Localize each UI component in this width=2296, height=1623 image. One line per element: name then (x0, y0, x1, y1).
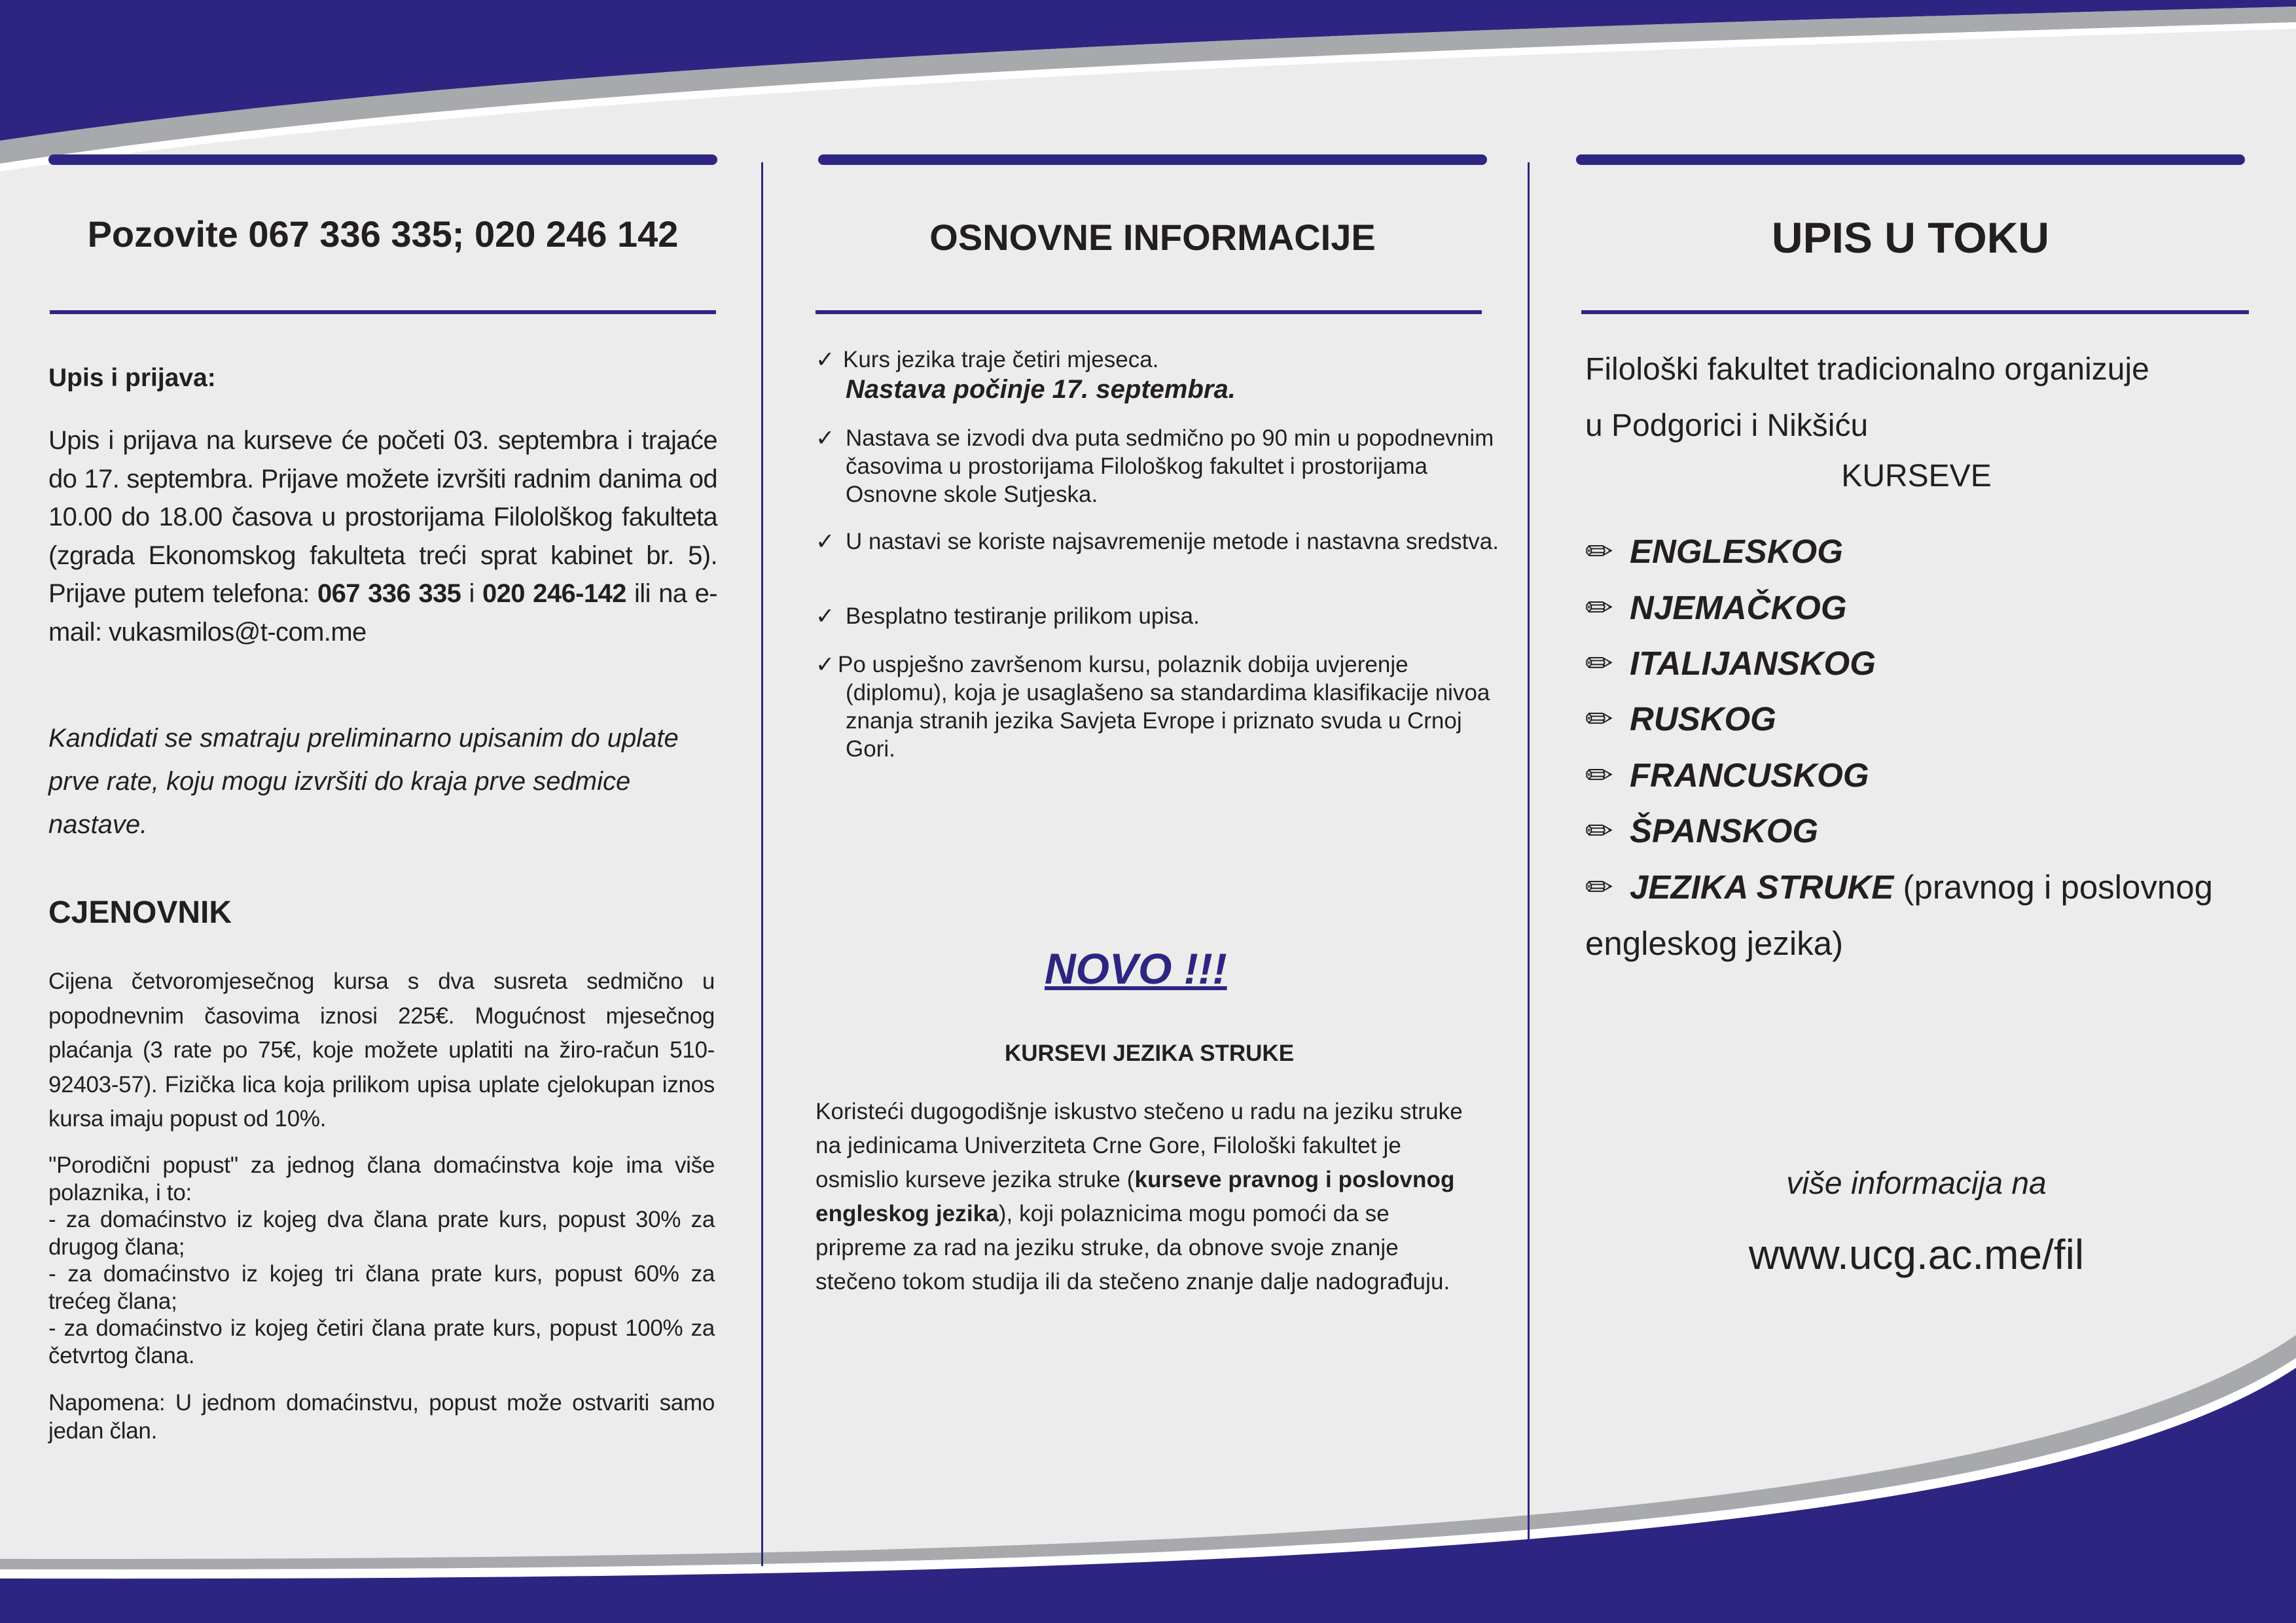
info-item (816, 346, 1483, 405)
upis-text: Upis i prijava na kurseve će početi 03. septembra i trajaće do 17. septembra. Prijave možete izvršiti radnim danima od 10.00 do 18.00 časova u prostorijama Filololškog fakulteta (zgrada Ekonomskog fakulteta treći sprat kabinet br. 5). Prijave putem telefona: (48, 426, 717, 608)
faculty-intro (1585, 342, 2240, 454)
upis-label: Upis i prijava: (48, 364, 216, 392)
pencil-icon: ✏ (1585, 700, 1613, 738)
website-link[interactable]: www.ucg.ac.me/fil (1748, 1231, 2085, 1278)
desc-bold: kurseve pravnog i poslovnog engleskog jezika (816, 1167, 1455, 1226)
language-name: NJEMAČKOG (1630, 589, 1847, 626)
language-item (1585, 691, 2279, 747)
specialized-courses-description (816, 1095, 1483, 1299)
courses-label: KURSEVE (1841, 459, 1992, 493)
info-item (816, 602, 1513, 630)
language-name: ITALIJANSKOG (1630, 645, 1876, 682)
language-item (1585, 803, 2279, 859)
pencil-icon: ✏ (1585, 812, 1613, 849)
info-item-text: Po uspješno završenom kursu, polaznik dobija uvjerenje (diplomu), koja je usaglašeno sa standardima klasifikacije nivoa znanja stranih jezika Savjeta Evrope i priznato svuda u Crnoj Gori. (838, 652, 1490, 762)
check-icon: ✓ (816, 603, 835, 629)
info-item-emphasis: Nastava počinje 17. septembra. (846, 375, 1236, 404)
pencil-icon: ✏ (1585, 533, 1613, 570)
column-divider-1 (761, 162, 763, 1566)
family-discount-line: - za domaćinstvo iz kojeg dva člana prate kurs, popust 30% za drugog člana; (48, 1207, 715, 1260)
upis-phone-2: 020 246-142 (482, 579, 626, 608)
col2-top-bar (818, 154, 1487, 165)
language-name: ENGLESKOG (1630, 533, 1843, 570)
col1-heading-underline (50, 310, 716, 314)
check-icon: ✓ (816, 652, 835, 677)
pencil-icon: ✏ (1585, 757, 1613, 794)
basic-info-heading: OSNOVNE INFORMACIJE (929, 217, 1376, 258)
price-paragraph: Cijena četvoromjesečnog kursa s dva susreta sedmično u popodnevnim časovima iznosi 225€. Mogućnost mjesečnog plaćanja (3 rate po 75€, koje možete uplatiti na žiro-račun 510-92403-57). Fizička lica koja prilikom upisa uplate cjelokupan iznos kursa imaju popust od 10%. (48, 969, 715, 1132)
language-item (1585, 747, 2279, 804)
language-item (1585, 580, 2279, 636)
upis-paragraph (48, 421, 717, 651)
language-name: FRANCUSKOG (1630, 757, 1869, 794)
family-discount (48, 1152, 715, 1369)
desc-text-1: Koristeći dugogodišnje iskustvo stečeno u radu na jeziku struke na jedinicama Univerziteta Crne Gore, Filološki fakultet je osmislio kurseve jezika struke ( (816, 1099, 1463, 1192)
language-item (1585, 859, 2279, 972)
faculty-intro-line: u Podgorici i Nikšiću (1585, 408, 1869, 443)
language-name: ŠPANSKOG (1630, 812, 1819, 849)
enrollment-heading: UPIS U TOKU (1771, 213, 2050, 262)
phone-heading: Pozovite 067 336 335; 020 246 142 (87, 213, 679, 255)
family-discount-line: - za domaćinstvo iz kojeg tri člana prate kurs, popust 60% za trećeg člana; (48, 1261, 715, 1314)
upis-phone-1: 067 336 335 (317, 579, 461, 608)
pencil-icon: ✏ (1585, 589, 1613, 626)
check-icon: ✓ (816, 425, 835, 451)
pencil-icon: ✏ (1585, 868, 1613, 906)
language-item (1585, 635, 2279, 692)
info-item-text: Kurs jezika traje četiri mjeseca. (843, 347, 1159, 372)
language-name: JEZIKA STRUKE (1630, 868, 1894, 906)
upis-and: i (461, 579, 483, 608)
info-item (816, 651, 1513, 763)
family-discount-line: "Porodični popust" za jednog člana domaćinstva koje ima više polaznika, i to: (48, 1152, 715, 1205)
novo-banner: NOVO !!! (1045, 944, 1227, 993)
faculty-intro-line: Filološki fakultet tradicionalno organizuje (1585, 352, 2149, 387)
info-item (816, 424, 1513, 508)
info-item (816, 527, 1513, 556)
language-name: RUSKOG (1630, 700, 1776, 738)
family-discount-line: - za domaćinstvo iz kojeg četiri člana prate kurs, popust 100% za četvrtog člana. (48, 1315, 715, 1368)
column-divider-2 (1528, 162, 1530, 1563)
info-item-text: Besplatno testiranje prilikom upisa. (846, 603, 1200, 629)
language-item (1585, 524, 2279, 580)
col3-top-bar (1576, 154, 2245, 165)
info-item-text: Nastava se izvodi dva puta sedmično po 90 min u popodnevnim časovima u prostorijama Filološkog fakultet i prostorijama Osnovne skole Sutjeska. (846, 425, 1494, 507)
language-suffix: (pravnog i poslovnog engleskog jezika) (1585, 868, 2213, 962)
preliminary-note: Kandidati se smatraju preliminarno upisanim do uplate prve rate, koju mogu izvršiti do kraja prve sedmice nastave. (48, 724, 679, 839)
specialized-courses-heading: KURSEVI JEZIKA STRUKE (1004, 1041, 1295, 1066)
pencil-icon: ✏ (1585, 645, 1613, 682)
col2-heading-underline (816, 310, 1482, 314)
check-icon: ✓ (816, 347, 835, 372)
cjenovnik-title: CJENOVNIK (48, 895, 232, 930)
napomena: Napomena: U jednom domaćinstvu, popust može ostvariti samo jedan član. (48, 1390, 715, 1444)
check-icon: ✓ (816, 529, 835, 554)
more-info-label: više informacija na (1786, 1166, 2047, 1201)
desc-text-2: ), koji polaznicima mogu pomoći da se pripreme za rad na jeziku struke, da obnove svoje znanje stečeno tokom studija ili da stečeno znanje dalje nadograđuju. (816, 1201, 1450, 1294)
upis-email-text: ili na e-mail: vukasmilos@t-com.me (48, 579, 717, 647)
col1-top-bar (48, 154, 717, 165)
info-item-text: U nastavi se koriste najsavremenije metode i nastavna sredstva. (846, 529, 1499, 554)
col3-heading-underline (1581, 310, 2249, 314)
